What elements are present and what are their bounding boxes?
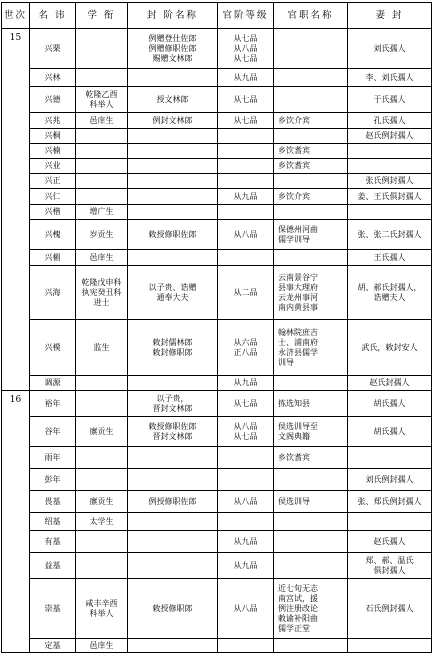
rank-cell [218, 447, 274, 469]
name-cell: 裕年 [30, 391, 76, 417]
wife-cell: 刘氏孺人 [348, 29, 432, 69]
table-row [2, 174, 432, 189]
rank-cell: 从六品 正八品 [218, 320, 274, 376]
table-row [2, 189, 432, 205]
name-cell: 兴林 [30, 69, 76, 87]
office-cell: 云南景谷宁 县事大理府 云龙州事河 南内黄县事 [274, 266, 348, 320]
name-cell: 绍基 [30, 513, 76, 531]
table-row [2, 417, 432, 447]
rank-cell [218, 469, 274, 491]
title-cell [128, 469, 218, 491]
title-cell: 授文林郎 [128, 87, 218, 113]
table-row [2, 29, 432, 69]
title-cell: 例赠登仕佐郎 例赠修职佐郎 赐赠文林郎 [128, 29, 218, 69]
degree-cell: 邑庠生 [76, 113, 128, 129]
name-cell: 雨年 [30, 447, 76, 469]
degree-cell [76, 144, 128, 159]
table-row [2, 376, 432, 391]
wife-cell: 胡、郝氏封孺人， 诰赠夫人 [348, 266, 432, 320]
table-row [2, 491, 432, 513]
table-row [2, 513, 432, 531]
rank-cell: 从九品 [218, 189, 274, 205]
name-cell: 兴楠 [30, 144, 76, 159]
wife-cell: 孔氏孺人 [348, 113, 432, 129]
rank-cell: 从九品 [218, 376, 274, 391]
title-cell: 敕封儒林郎 敕封修职郎 [128, 320, 218, 376]
generation-cell: 15 [2, 29, 30, 391]
table-row [2, 113, 432, 129]
rank-cell: 从八品 [218, 579, 274, 639]
table-row [2, 159, 432, 174]
rank-cell [218, 159, 274, 174]
office-cell [274, 513, 348, 531]
name-cell: 兴德 [30, 87, 76, 113]
genealogy-table [1, 2, 432, 653]
header-degree: 学 衔 [76, 3, 128, 29]
table-row [2, 639, 432, 653]
wife-cell: 郑、郝、温氏 俱封孺人 [348, 553, 432, 579]
office-cell: 侯选训导 [274, 491, 348, 513]
degree-cell [76, 469, 128, 491]
table-row [2, 553, 432, 579]
name-cell: 有基 [30, 531, 76, 553]
table-row [2, 69, 432, 87]
wife-cell [348, 447, 432, 469]
wife-cell: 胡氏孺人 [348, 417, 432, 447]
title-cell [128, 531, 218, 553]
rank-cell: 从七品 [218, 113, 274, 129]
title-cell [128, 159, 218, 174]
title-cell [128, 189, 218, 205]
rank-cell [218, 639, 274, 653]
degree-cell: 太学生 [76, 513, 128, 531]
office-cell [274, 250, 348, 266]
wife-cell [348, 159, 432, 174]
header-name: 名 讳 [30, 3, 76, 29]
title-cell: 敕授修职佐郎 [128, 220, 218, 250]
degree-cell [76, 29, 128, 69]
wife-cell: 张、郑氏例封孺人 [348, 491, 432, 513]
name-cell: 兴兆 [30, 113, 76, 129]
office-cell [274, 205, 348, 220]
rank-cell: 从八品 [218, 220, 274, 250]
header-office: 官职名称 [274, 3, 348, 29]
header-row [2, 3, 432, 29]
rank-cell [218, 250, 274, 266]
rank-cell: 从七品 从八品 从七品 [218, 29, 274, 69]
title-cell: 以子贵、诰赠 通奉大夫 [128, 266, 218, 320]
wife-cell [348, 205, 432, 220]
title-cell [128, 639, 218, 653]
rank-cell [218, 144, 274, 159]
rank-cell: 从八品 [218, 491, 274, 513]
rank-cell: 从七品 [218, 391, 274, 417]
wife-cell [348, 639, 432, 653]
office-cell [274, 129, 348, 144]
office-cell [274, 376, 348, 391]
office-cell: 保德州河曲 儒学训导 [274, 220, 348, 250]
office-cell: 乡饮耆宾 [274, 144, 348, 159]
degree-cell [76, 376, 128, 391]
title-cell [128, 69, 218, 87]
table-row [2, 391, 432, 417]
name-cell: 兴业 [30, 159, 76, 174]
degree-cell [76, 447, 128, 469]
header-wife: 妻 封 [348, 3, 432, 29]
office-cell [274, 174, 348, 189]
rank-cell [218, 513, 274, 531]
table-row [2, 205, 432, 220]
wife-cell: 张氏例封孺人 [348, 174, 432, 189]
name-cell: 崇基 [30, 579, 76, 639]
name-cell: 益基 [30, 553, 76, 579]
title-cell [128, 376, 218, 391]
wife-cell: 姜、王氏俱封孺人 [348, 189, 432, 205]
title-cell: 敕授修职佐郎 晋封文林郎 [128, 417, 218, 447]
title-cell: 例封文林郎 [128, 113, 218, 129]
degree-cell: 邑庠生 [76, 639, 128, 653]
title-cell [128, 129, 218, 144]
degree-cell: 岁贡生 [76, 220, 128, 250]
office-cell [274, 639, 348, 653]
name-cell: 兴正 [30, 174, 76, 189]
table-row [2, 144, 432, 159]
generation-cell: 16 [2, 391, 30, 653]
degree-cell [76, 531, 128, 553]
wife-cell: 赵氏封孺人 [348, 376, 432, 391]
wife-cell: 张、张二氏封孺人 [348, 220, 432, 250]
name-cell: 谷年 [30, 417, 76, 447]
title-cell: 例授修职佐郎 [128, 491, 218, 513]
office-cell [274, 29, 348, 69]
table-row [2, 87, 432, 113]
degree-cell: 乾隆戊申科 执宪癸丑科 进士 [76, 266, 128, 320]
office-cell: 乡饮耆宾 [274, 447, 348, 469]
wife-cell: 武氏，敕封安人 [348, 320, 432, 376]
degree-cell: 监生 [76, 320, 128, 376]
rank-cell [218, 174, 274, 189]
title-cell [128, 447, 218, 469]
office-cell: 翰林院庶吉 士、浦南府 永济县儒学 训导 [274, 320, 348, 376]
degree-cell [76, 189, 128, 205]
office-cell [274, 87, 348, 113]
table-row [2, 447, 432, 469]
name-cell: 兴仁 [30, 189, 76, 205]
rank-cell: 从九品 [218, 531, 274, 553]
wife-cell: 石氏例封孺人 [348, 579, 432, 639]
office-cell [274, 531, 348, 553]
wife-cell: 李、刘氏孺人 [348, 69, 432, 87]
name-cell: 兴栗 [30, 29, 76, 69]
title-cell [128, 553, 218, 579]
office-cell: 侯选训导至 文阁典籍 [274, 417, 348, 447]
office-cell: 近七旬无志 南宫试，援 例注册改论 敕谕补阳曲 儒学正堂 [274, 579, 348, 639]
table-row [2, 266, 432, 320]
wife-cell [348, 513, 432, 531]
name-cell: 兴模 [30, 320, 76, 376]
title-cell [128, 144, 218, 159]
rank-cell: 从二品 [218, 266, 274, 320]
wife-cell [348, 144, 432, 159]
wife-cell: 于氏孺人 [348, 87, 432, 113]
rank-cell [218, 205, 274, 220]
office-cell: 乡饮耆宾 [274, 159, 348, 174]
name-cell: 兴楷 [30, 205, 76, 220]
degree-cell [76, 174, 128, 189]
name-cell: 畏基 [30, 491, 76, 513]
wife-cell: 赵氏孺人 [348, 531, 432, 553]
title-cell: 以子贵， 晋封文林郎 [128, 391, 218, 417]
header-rank: 官阶等级 [218, 3, 274, 29]
degree-cell: 咸丰辛酉 科举人 [76, 579, 128, 639]
degree-cell [76, 391, 128, 417]
degree-cell: 廪贡生 [76, 417, 128, 447]
degree-cell: 乾隆乙酉 科举人 [76, 87, 128, 113]
degree-cell: 邑庠生 [76, 250, 128, 266]
degree-cell [76, 69, 128, 87]
name-cell: 兴海 [30, 266, 76, 320]
rank-cell: 从九品 [218, 553, 274, 579]
table-row [2, 250, 432, 266]
office-cell [274, 69, 348, 87]
table-row [2, 531, 432, 553]
name-cell: 定基 [30, 639, 76, 653]
title-cell [128, 174, 218, 189]
degree-cell [76, 129, 128, 144]
title-cell [128, 205, 218, 220]
degree-cell [76, 159, 128, 174]
degree-cell: 增广生 [76, 205, 128, 220]
name-cell: 彭年 [30, 469, 76, 491]
name-cell: 兴楣 [30, 250, 76, 266]
degree-cell [76, 553, 128, 579]
header-title: 封 阶名称 [128, 3, 218, 29]
wife-cell: 赵氏例封孺人 [348, 129, 432, 144]
name-cell: 调源 [30, 376, 76, 391]
wife-cell: 刘氏例封孺人 [348, 469, 432, 491]
table-row [2, 469, 432, 491]
header-generation: 世次 [2, 3, 30, 29]
rank-cell: 从八品 从七品 [218, 417, 274, 447]
rank-cell: 从九品 [218, 69, 274, 87]
rank-cell: 从七品 [218, 87, 274, 113]
table-row [2, 129, 432, 144]
wife-cell: 王氏孺人 [348, 250, 432, 266]
office-cell: 乡饮介宾 [274, 113, 348, 129]
title-cell: 敕授修职郎 [128, 579, 218, 639]
name-cell: 兴桐 [30, 129, 76, 144]
name-cell: 兴槐 [30, 220, 76, 250]
degree-cell: 廪贡生 [76, 491, 128, 513]
wife-cell: 胡氏孺人 [348, 391, 432, 417]
table-row [2, 579, 432, 639]
office-cell: 拣选知县 [274, 391, 348, 417]
office-cell [274, 469, 348, 491]
office-cell: 乡饮介宾 [274, 189, 348, 205]
title-cell [128, 513, 218, 531]
rank-cell [218, 129, 274, 144]
title-cell [128, 250, 218, 266]
office-cell [274, 553, 348, 579]
table-row [2, 320, 432, 376]
table-row [2, 220, 432, 250]
